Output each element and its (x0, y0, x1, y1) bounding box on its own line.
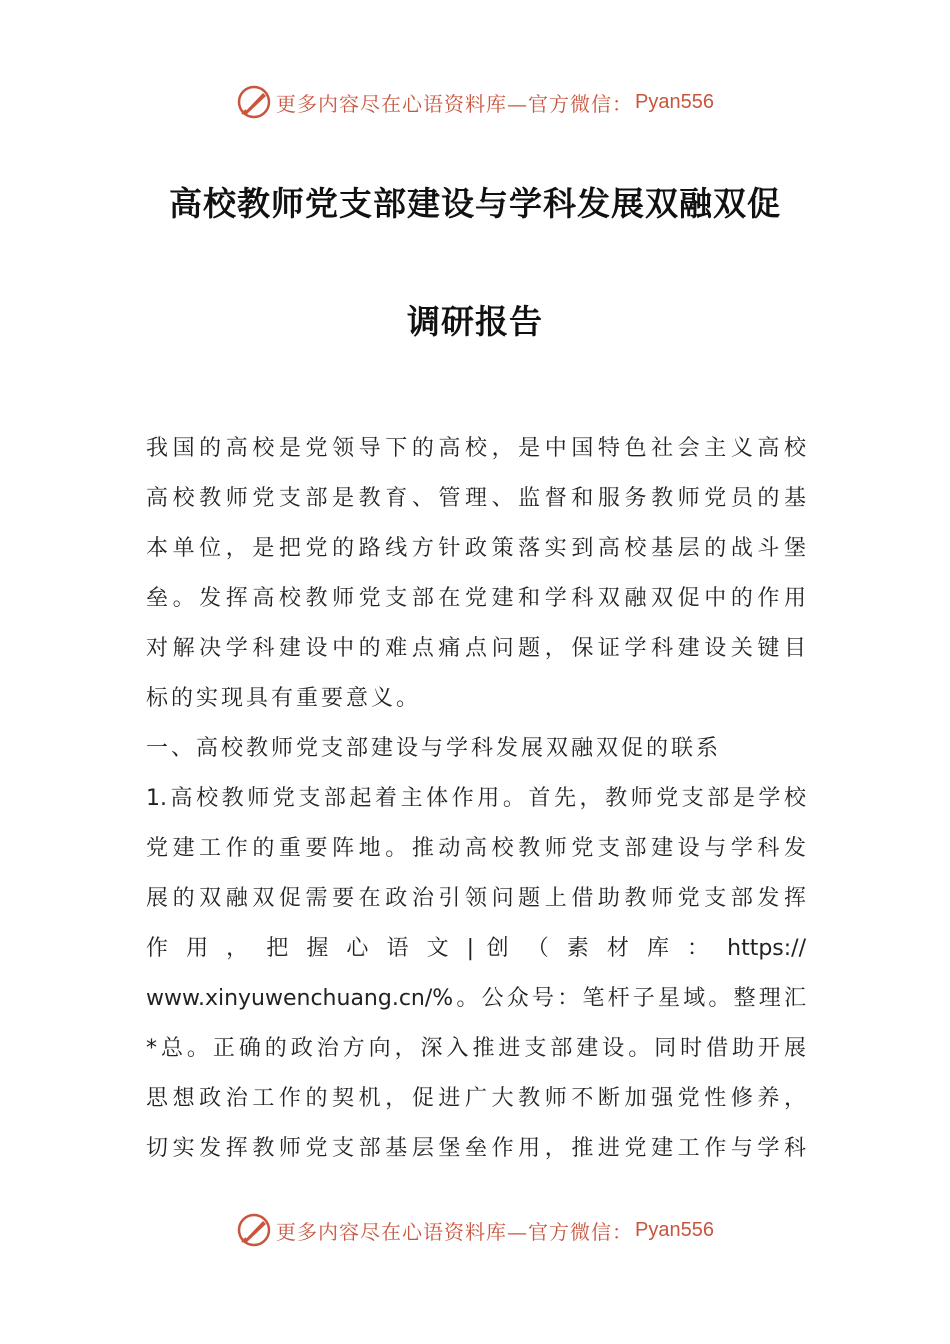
body-line: 1.高校教师党支部起着主体作用。首先，教师党支部是学校 (146, 786, 806, 811)
body-line: 我国的高校是党领导下的高校，是中国特色社会主义高校 (146, 436, 806, 461)
body-line: 本单位，是把党的路线方针政策落实到高校基层的战斗堡 (146, 536, 806, 561)
banner-text: 更多内容尽在心语资料库—官方微信： (276, 91, 634, 116)
header-banner (0, 80, 950, 124)
body-line: 展的双融双促需要在政治引领问题上借助教师党支部发挥 (146, 886, 806, 911)
body-line: 党建工作的重要阵地。推动高校教师党支部建设与学科发 (146, 836, 806, 861)
document-title-line-2: 调研报告 (407, 302, 543, 341)
footer-banner (0, 1208, 950, 1252)
body-line: www.xinyuwenchuang.cn/%。公众号：笔杆子星域。整理汇 (146, 986, 806, 1011)
quill-logo-icon (236, 84, 272, 120)
body-line: 垒。发挥高校教师党支部在党建和学科双融双促中的作用 (146, 586, 806, 611)
document-body (146, 424, 806, 1174)
body-line: *总。正确的政治方向，深入推进支部建设。同时借助开展 (146, 1036, 806, 1061)
body-line: 对解决学科建设中的难点痛点问题，保证学科建设关键目 (146, 636, 806, 661)
section-heading: 一、高校教师党支部建设与学科发展双融双促的联系 (146, 736, 722, 761)
footer-banner-wechat-id: Pyan556 (635, 1218, 714, 1241)
quill-logo-icon (236, 1212, 272, 1248)
body-line: 高校教师党支部是教育、管理、监督和服务教师党员的基 (146, 486, 806, 511)
banner-wechat-id: Pyan556 (635, 90, 714, 113)
document-title-line-1: 高校教师党支部建设与学科发展双融双促 (169, 184, 781, 223)
body-line: 思想政治工作的契机，促进广大教师不断加强党性修养， (146, 1086, 806, 1111)
body-line: 作 用 ， 把 握 心 语 文 | 创 （ 素 材 库 ： https:// (146, 936, 806, 961)
body-line: 标的实现具有重要意义。 (146, 686, 422, 711)
footer-banner-text: 更多内容尽在心语资料库—官方微信： (276, 1219, 634, 1244)
body-line: 切实发挥教师党支部基层堡垒作用，推进党建工作与学科 (146, 1136, 806, 1161)
